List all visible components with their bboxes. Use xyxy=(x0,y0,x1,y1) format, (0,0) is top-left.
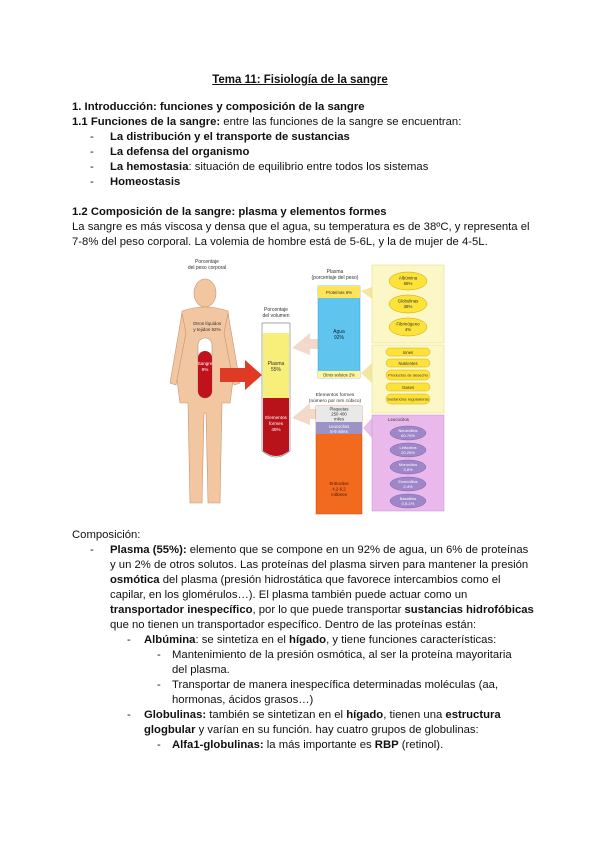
leukocytes-label: Leucocitos xyxy=(328,424,350,429)
svg-text:60-70%: 60-70% xyxy=(401,432,415,438)
tube-formed-label: 45% xyxy=(271,427,281,432)
svg-text:2-4%: 2-4% xyxy=(403,483,413,489)
list-item: - La hemostasia: situación de equilibrio entre todos los sistemas xyxy=(72,160,542,175)
tube-title: del volumen xyxy=(262,313,290,319)
platelets-label: miles xyxy=(333,416,345,422)
protein-item xyxy=(389,318,427,336)
svg-text:58%: 58% xyxy=(403,281,413,286)
paragraph-line: capilar, en los glomérulos…). El plasma también puede actuar como un xyxy=(110,589,468,601)
svg-text:Gases: Gases xyxy=(401,384,415,390)
section-heading-2: 1.2 Composición de la sangre: plasma y elementos formes xyxy=(72,206,387,218)
protein-item xyxy=(389,272,427,290)
formed-title: (número por mm cúbico) xyxy=(308,399,362,404)
svg-text:Productos de desecho: Productos de desecho xyxy=(388,372,428,378)
composition-section xyxy=(72,528,552,753)
proteins-label: Proteínas 6% xyxy=(325,290,353,295)
svg-text:4%: 4% xyxy=(404,327,412,332)
section-composition xyxy=(72,205,542,250)
list-item: - La defensa del organismo xyxy=(72,145,542,160)
arrow-icon xyxy=(292,403,318,425)
body-label: Otros líquidos xyxy=(192,321,222,326)
body-title: Porcentaje xyxy=(195,259,219,265)
svg-text:20-25%: 20-25% xyxy=(401,449,415,455)
globulins-item: - Globulinas: también se sintetizan en el hígado, tienen una estructura xyxy=(72,708,552,723)
svg-text:Monocitos: Monocitos xyxy=(398,461,418,467)
svg-text:Neutrófilos: Neutrófilos xyxy=(398,427,418,433)
tube-plasma-label: 55% xyxy=(270,367,282,373)
svg-text:Sustancias reguladoras: Sustancias reguladoras xyxy=(387,396,429,402)
svg-text:Linfocitos: Linfocitos xyxy=(399,444,417,450)
svg-text:Nutrientes: Nutrientes xyxy=(398,360,418,366)
blood-composition-figure xyxy=(150,253,450,518)
erythrocytes-label: 4,2-6,2 xyxy=(332,486,346,492)
solute-item xyxy=(386,383,430,391)
list-item: - La distribución y el transporte de sustancias xyxy=(72,130,542,145)
body-title: del peso corporal xyxy=(187,265,227,271)
platelets-label: 250 400 xyxy=(331,411,347,417)
erythrocytes-label: Eritrocitos xyxy=(329,481,349,486)
plasma-title: (porcentaje del peso) xyxy=(311,275,359,281)
paragraph-line: osmótica del plasma (presión hidrostática que favorece intercambios como el xyxy=(110,574,501,586)
leukocyte-item xyxy=(390,477,426,491)
test-tube xyxy=(262,323,290,457)
paragraph-line: glogbular y varían en su función. hay cuatro grupos de globulinas: xyxy=(144,724,479,736)
leukocytes-label: 5-9 miles xyxy=(330,429,348,434)
tube-formed-label: formes xyxy=(268,421,284,426)
solutes-label: Otros solutos 2% xyxy=(323,372,355,378)
arrow-icon xyxy=(361,287,372,299)
body-blood-label: Sangre xyxy=(197,361,213,366)
body-label: y tejidos 92% xyxy=(193,327,221,332)
svg-text:Basófilos: Basófilos xyxy=(399,495,417,501)
leukocytes-header: Leucocitos xyxy=(388,417,409,422)
paragraph-line: que no tienen un transportador específico. Dentro de las proteínas están: xyxy=(110,619,477,631)
body-blood-label: 8% xyxy=(201,367,209,372)
water-label: Agua xyxy=(333,329,345,335)
arrow-icon xyxy=(363,418,372,438)
tube-plasma-label: Plasma xyxy=(267,361,285,367)
alfa1-item: - Alfa1-globulinas: la más importante es RBP (retinol). xyxy=(72,738,552,753)
solute-item xyxy=(386,394,430,404)
list-item: - Homeostasis xyxy=(72,175,542,190)
svg-text:Albúmina: Albúmina xyxy=(398,275,418,281)
section-heading-1: 1. Introducción: funciones y composición de la sangre xyxy=(72,101,365,113)
list-item: - Transportar de manera inespecífica determinadas moléculas (aa, xyxy=(72,678,552,693)
albumin-item: - Albúmina: se sintetiza en el hígado, y tiene funciones características: xyxy=(72,633,552,648)
svg-text:Iones: Iones xyxy=(402,349,414,355)
svg-text:3-8%: 3-8% xyxy=(403,466,413,472)
leukocyte-item xyxy=(390,460,426,474)
arrow-icon xyxy=(361,363,372,383)
leukocyte-item xyxy=(390,426,426,440)
section-introduction xyxy=(72,100,542,190)
svg-text:0,5-1%: 0,5-1% xyxy=(401,500,415,506)
subsection-functions: 1.1 Funciones de la sangre: entre las funciones de la sangre se encuentran: xyxy=(72,116,462,128)
solute-item xyxy=(386,359,430,367)
list-item: - Mantenimiento de la presión osmótica, al ser la proteína mayoritaria xyxy=(72,648,552,663)
svg-text:Eosinófilos: Eosinófilos xyxy=(398,478,418,484)
paragraph-line: 7-8% del peso corporal. La volemia de hombre está de 5-6L, y la de mujer de 4-5L. xyxy=(72,236,488,248)
plasma-item: - Plasma (55%): elemento que se compone en un 92% de agua, un 6% de proteínas xyxy=(72,543,552,558)
plasma-title: Plasma xyxy=(326,269,344,275)
paragraph-line: del plasma. xyxy=(172,664,230,676)
paragraph-line: La sangre es más viscosa y densa que el agua, su temperatura es de 38ºC, y representa el xyxy=(72,221,530,233)
solute-item xyxy=(386,348,430,356)
svg-text:Fibrinógeno: Fibrinógeno xyxy=(396,321,420,327)
tube-title: Porcentaje xyxy=(264,307,288,313)
tube-formed-label: Elementos xyxy=(265,415,287,420)
svg-text:Globulinas: Globulinas xyxy=(397,298,419,304)
paragraph-line: y un 2% de otros solutos. Las proteínas del plasma sirven para mantener la presión xyxy=(110,559,529,571)
solute-item xyxy=(386,370,430,380)
svg-text:38%: 38% xyxy=(403,304,413,309)
paragraph-line: hormonas, ácidos grasos…) xyxy=(172,694,314,706)
leukocyte-item xyxy=(390,443,426,457)
leukocyte-item xyxy=(390,494,426,508)
composition-label: Composición: xyxy=(72,529,141,541)
platelets-label: Plaquetas xyxy=(329,406,349,412)
formed-title: Elementos formes xyxy=(315,393,355,398)
page-title: Tema 11: Fisiología de la sangre xyxy=(212,74,388,86)
water-label: 92% xyxy=(333,335,345,341)
arrow-icon xyxy=(292,333,318,355)
protein-item xyxy=(389,295,427,313)
paragraph-line: transportador inespecífico, por lo que puede transportar sustancias hidrofóbicas xyxy=(110,604,534,616)
erythrocytes-label: millones xyxy=(331,492,347,497)
